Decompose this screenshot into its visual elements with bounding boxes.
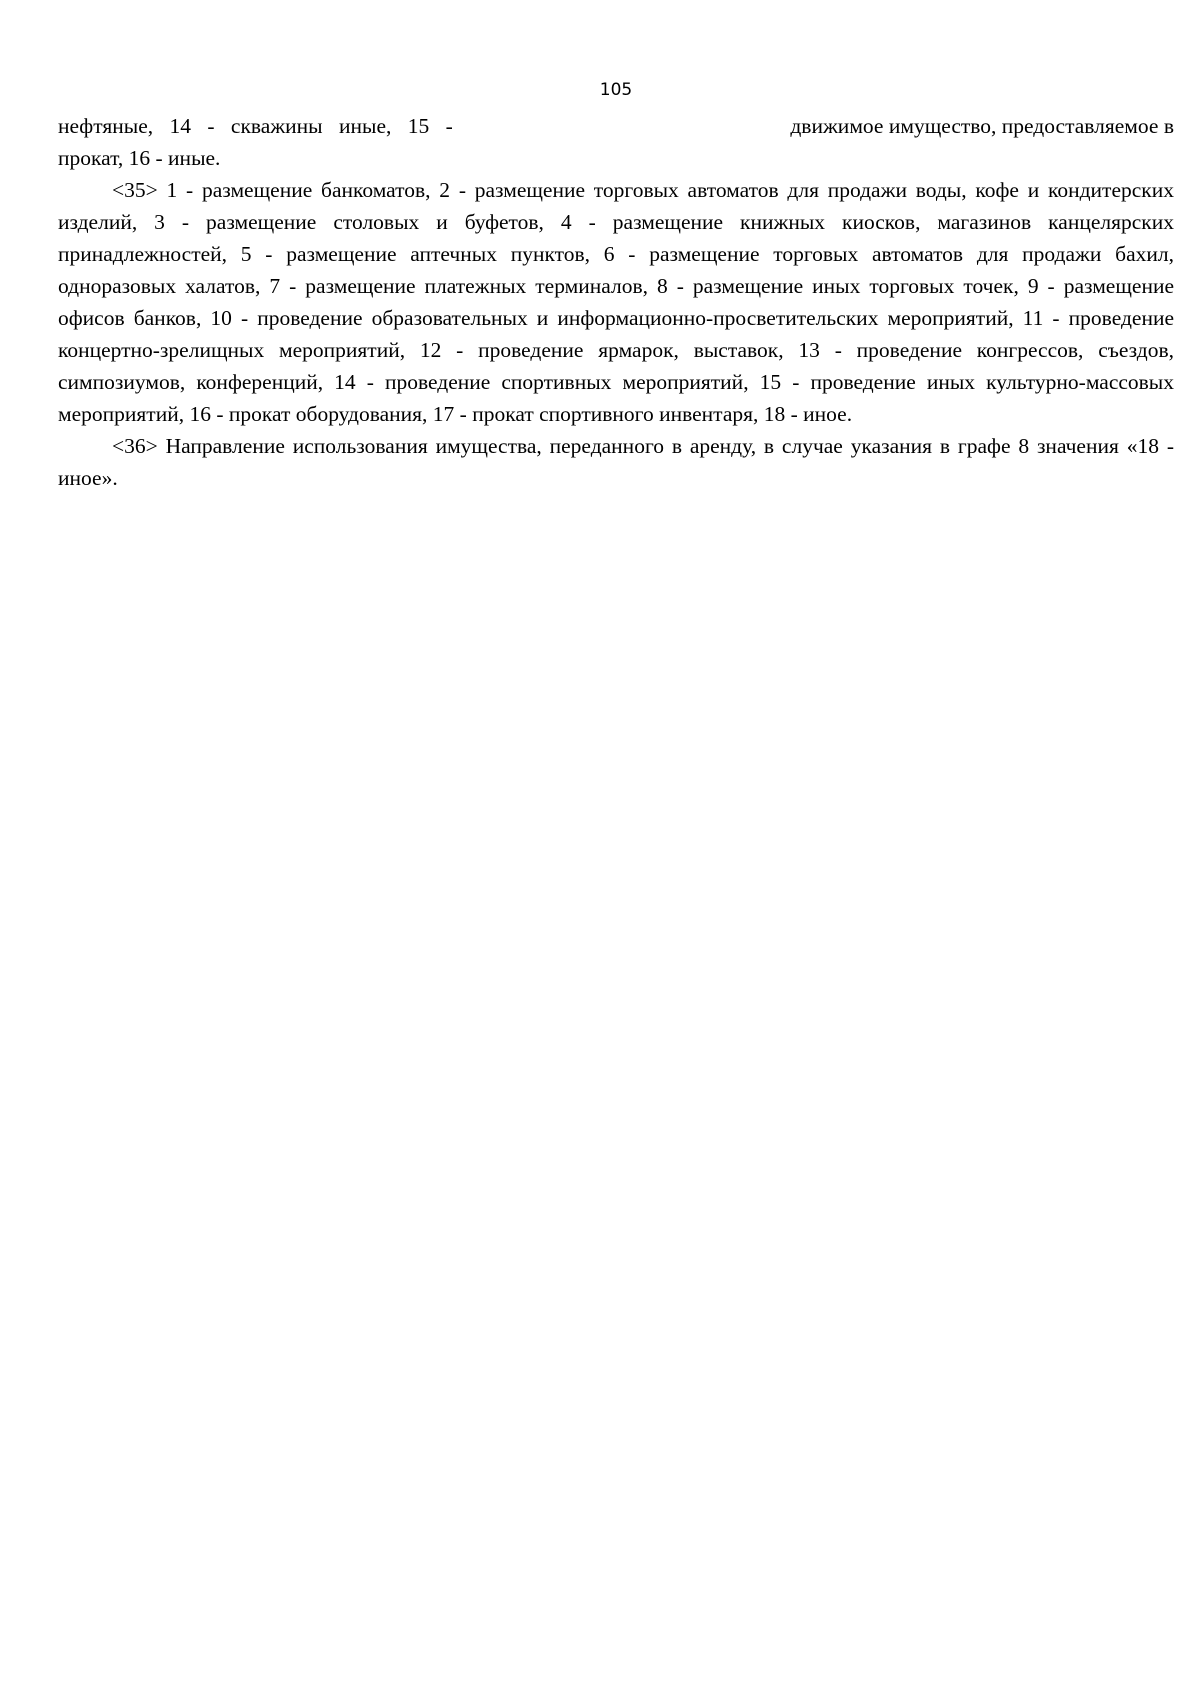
continuation-text-left: нефтяные, 14 - скважины иные, 15 -: [58, 114, 453, 138]
footnote-35: <35> 1 - размещение банкоматов, 2 - размещение торговых автоматов для продажи воды, кофе и кондитерских изделий, 3 - размещение столовых и буфетов, 4 - размещение книжных киосков, магазинов канцелярских принадлежностей, 5 - размещение аптечных пунктов, 6 - размещение торговых автоматов для продажи бахил, одноразовых халатов, 7 - размещение платежных терминалов, 8 - размещение иных торговых точек, 9 - размещение офисов банков, 10 - проведение образовательных и информационно-просветительских мероприятий, 11 - проведение концертно-зрелищных мероприятий, 12 - проведение ярмарок, выставок, 13 - проведение конгрессов, съездов, симпозиумов, конференций, 14 - проведение спортивных мероприятий, 15 - проведение иных культурно-массовых мероприятий, 16 - прокат оборудования, 17 - прокат спортивного инвентаря, 18 - иное.: [58, 178, 1174, 426]
page-content: [58, 110, 1174, 494]
continuation-text-end: прокат, 16 - иные.: [58, 146, 221, 170]
page-number: 105: [599, 80, 633, 100]
continuation-text-right: движимое имущество, предоставляемое в: [790, 114, 1174, 138]
footnote-36: <36> Направление использования имущества, переданного в аренду, в случае указания в графе 8 значения «18 - иное».: [58, 434, 1174, 490]
continuation-line: [58, 110, 1174, 142]
